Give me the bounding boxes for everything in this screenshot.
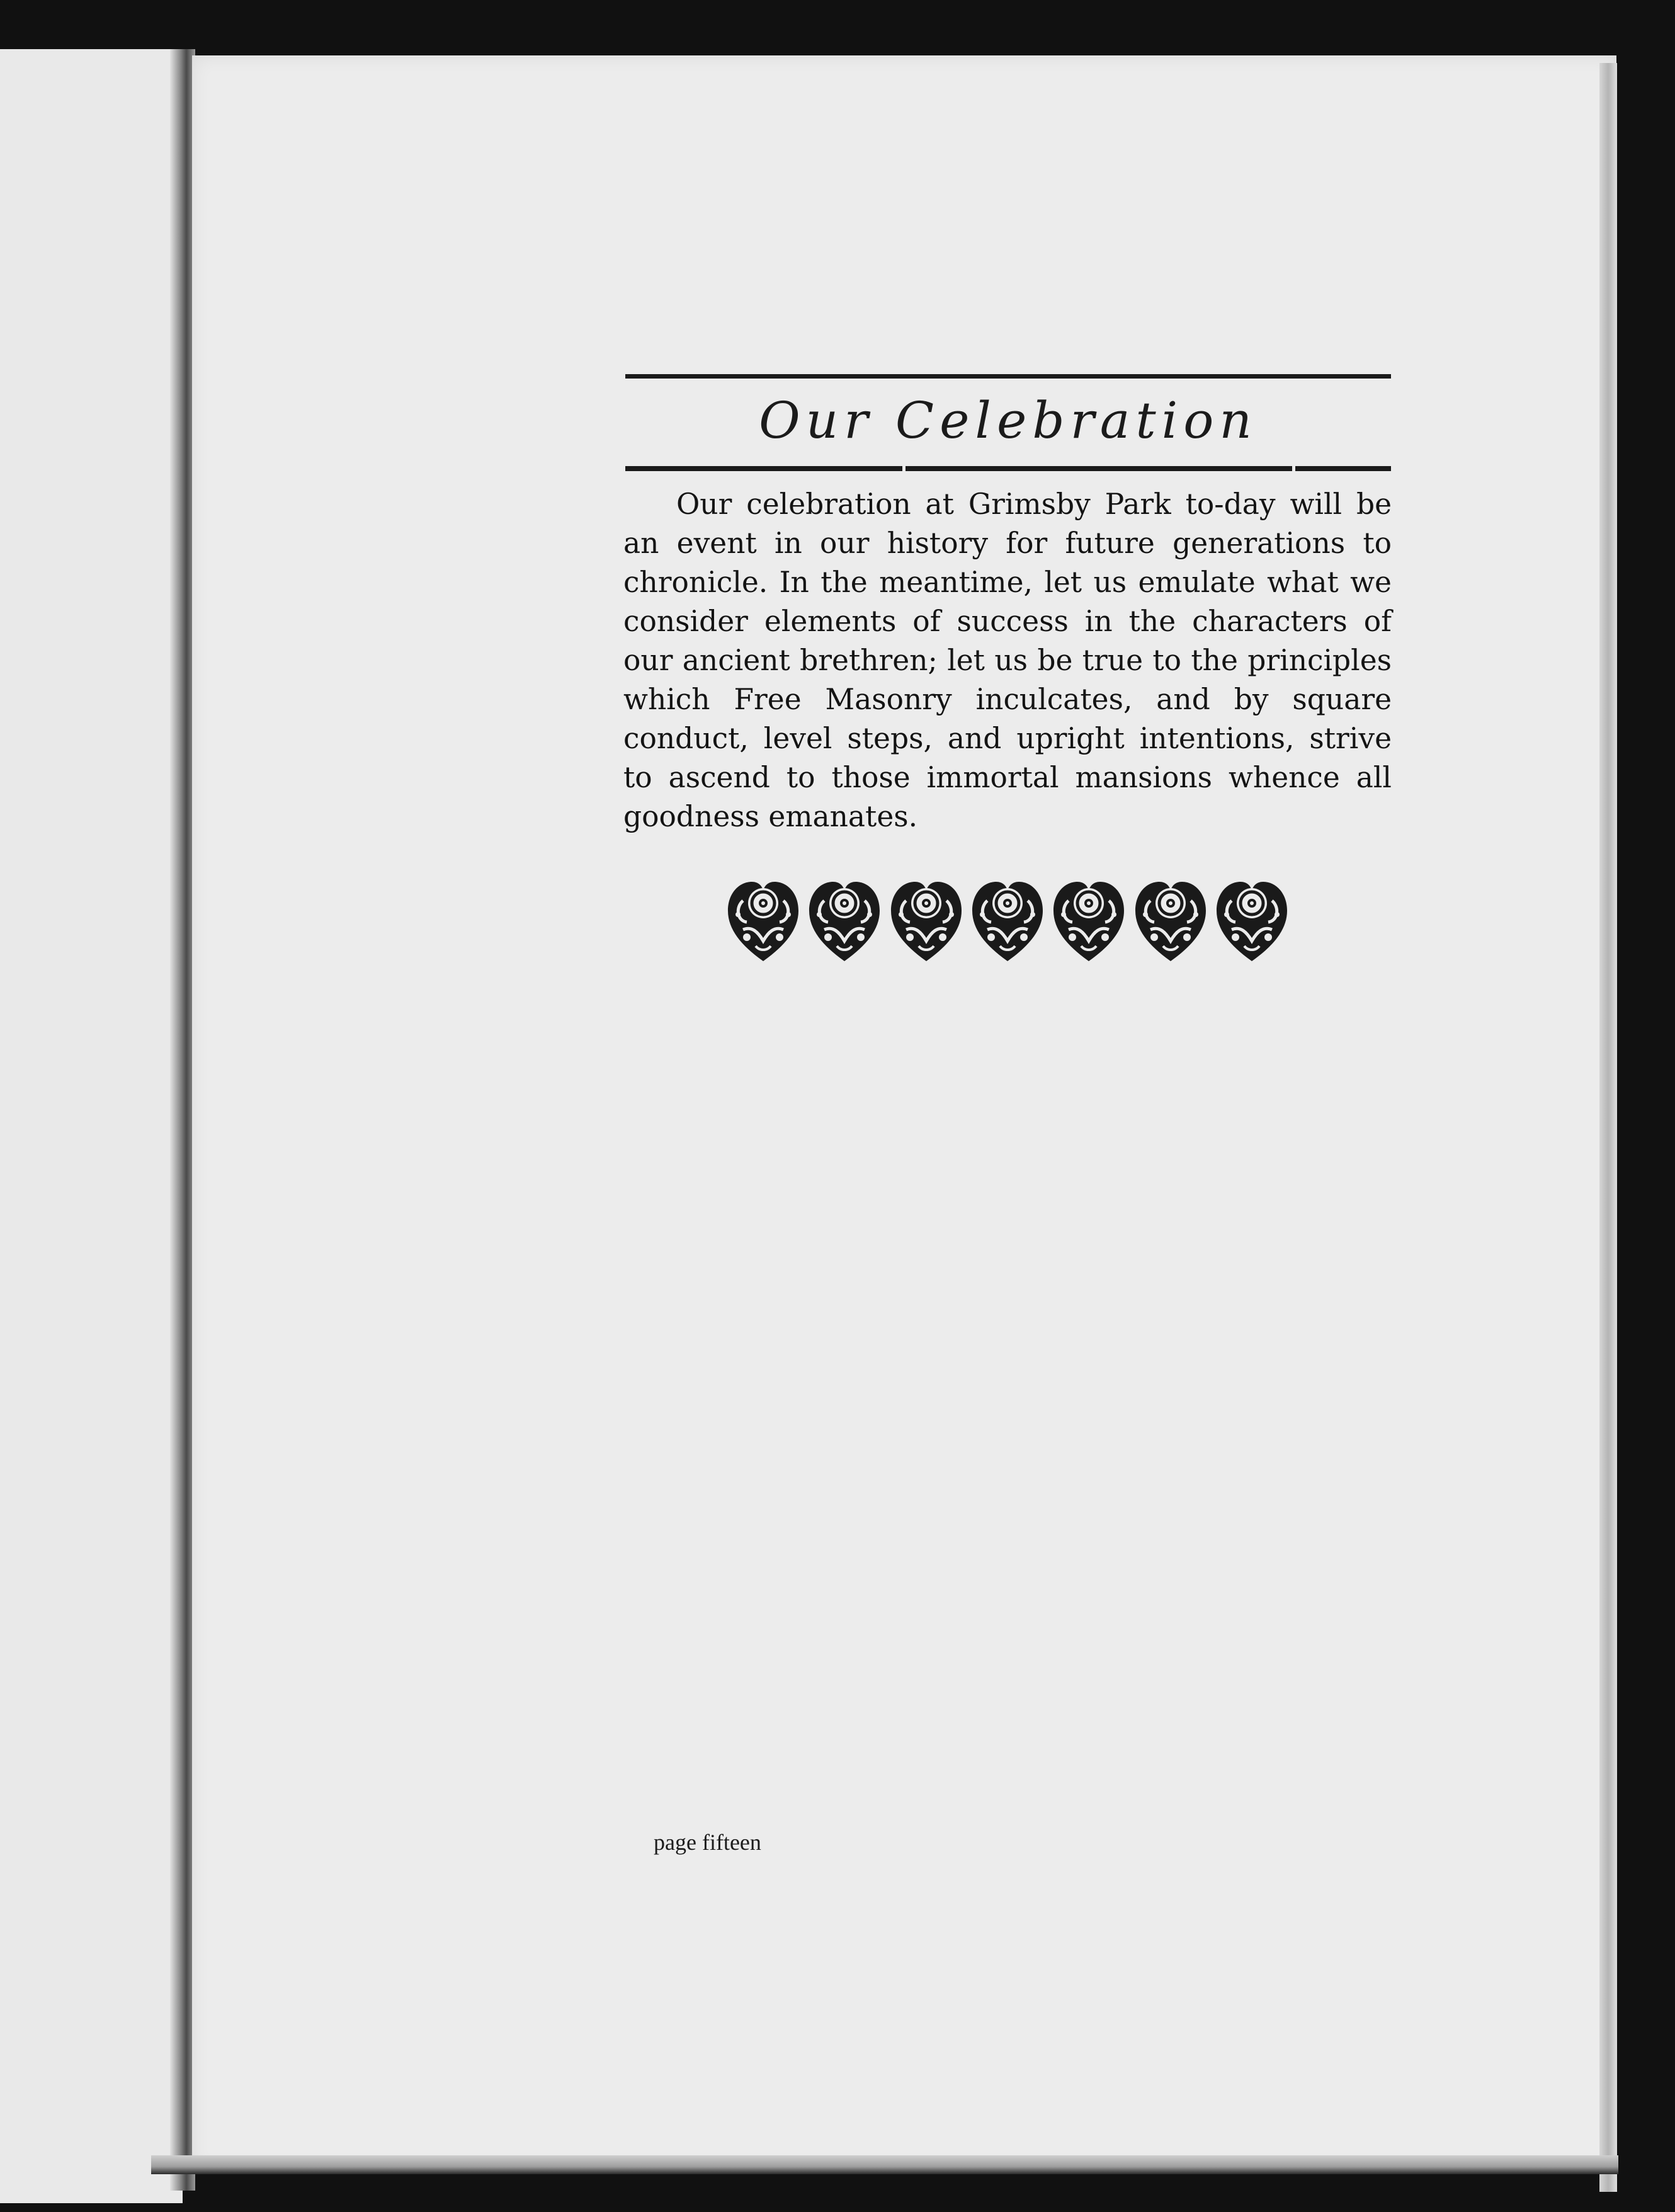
floral-heart-ornament-icon: [1213, 875, 1291, 964]
floral-heart-ornament-icon: [1132, 875, 1210, 964]
rule-joint: [1292, 465, 1295, 472]
page-heading: Our Celebration: [759, 391, 1258, 450]
page-number: page fifteen: [654, 1830, 761, 1855]
ornament-row: [724, 875, 1291, 964]
floral-heart-ornament-icon: [1050, 875, 1128, 964]
page-fore-edge: [1599, 63, 1617, 2192]
page-bottom-edge: [151, 2155, 1618, 2174]
floral-heart-ornament-icon: [724, 875, 802, 964]
rule-joint: [902, 465, 906, 472]
floral-heart-ornament-icon: [887, 875, 965, 964]
heading-rule-bottom: [625, 466, 1391, 471]
heading-rule-top: [625, 374, 1391, 379]
book-gutter: [170, 49, 195, 2191]
previous-page-edge: [0, 49, 183, 2203]
floral-heart-ornament-icon: [805, 875, 883, 964]
book-page: [192, 55, 1616, 2172]
body-paragraph: Our celebration at Grimsby Park to-day will be an event in our history for future generations to chronicle. In the meantime, let us emulate what we consider elements of success in the characters of our ancient brethren; let us be true to the principles which Free Masonry inculcates, and by square conduct, level steps, and upright intentions, strive to ascend to those immortal mansions whence all goodness emanates.: [623, 487, 1392, 833]
floral-heart-ornament-icon: [968, 875, 1047, 964]
